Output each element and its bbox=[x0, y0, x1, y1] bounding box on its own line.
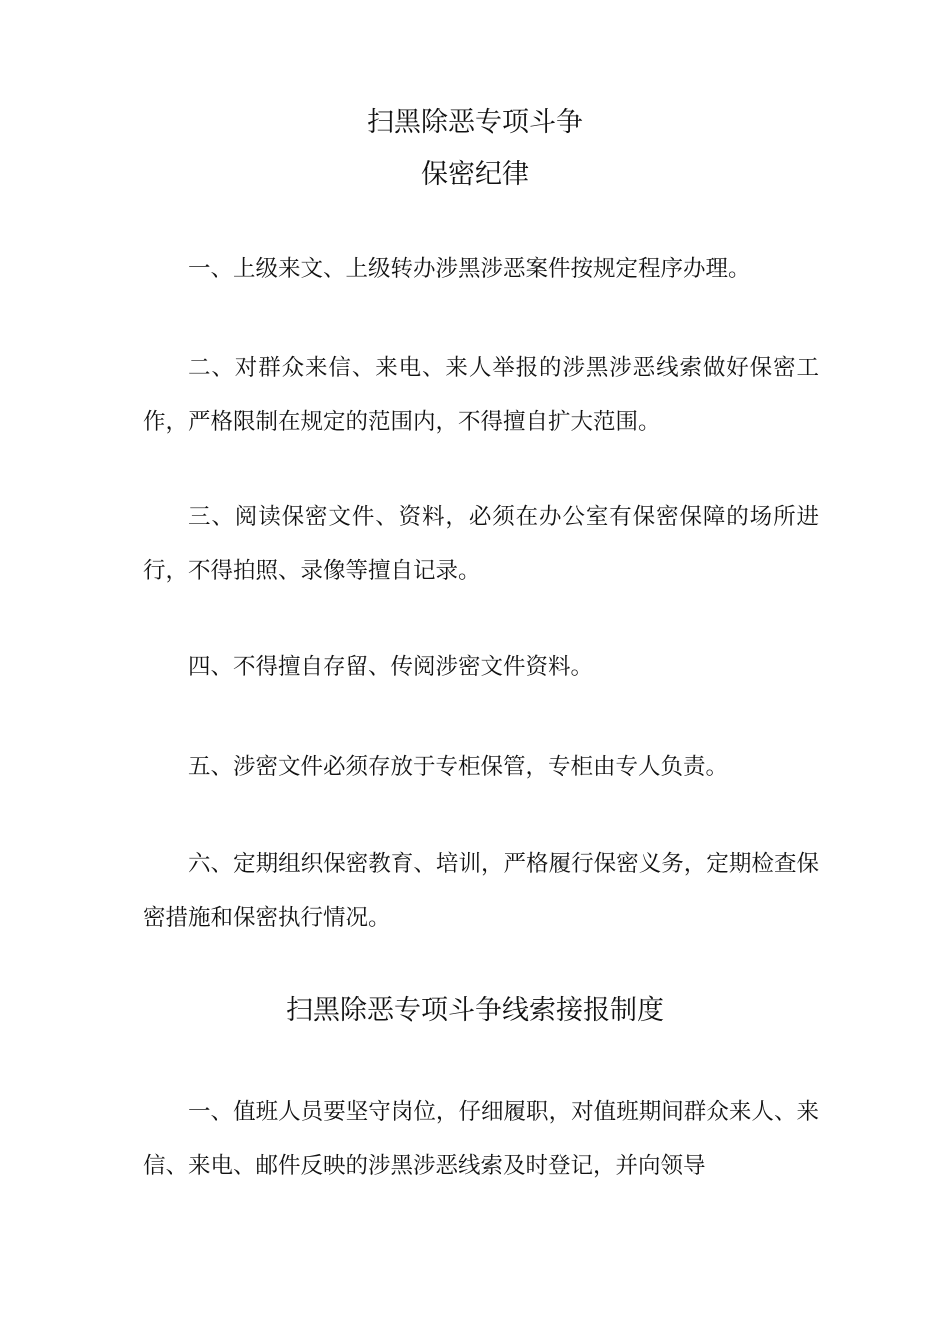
section1-title-line1: 扫黑除恶专项斗争 bbox=[367, 107, 583, 138]
secrecy-rule-5: 五、涉密文件必须存放于专柜保管，专柜由专人负责。 bbox=[188, 754, 729, 780]
secrecy-rule-4: 四、不得擅自存留、传阅涉密文件资料。 bbox=[188, 654, 594, 680]
section2-title: 扫黑除恶专项斗争线索接报制度 bbox=[286, 995, 664, 1026]
report-rule-1: 一、值班人员要坚守岗位，仔细履职，对值班期间群众来人、来信、来电、邮件反映的涉黑涉恶线索及时登记，并向领导 bbox=[143, 1099, 819, 1179]
secrecy-rule-2: 二、对群众来信、来电、来人举报的涉黑涉恶线索做好保密工作，严格限制在规定的范围内，不得擅自扩大范围。 bbox=[143, 355, 819, 435]
secrecy-rule-6: 六、定期组织保密教育、培训，严格履行保密义务，定期检查保密措施和保密执行情况。 bbox=[143, 851, 819, 931]
secrecy-rule-1: 一、上级来文、上级转办涉黑涉恶案件按规定程序办理。 bbox=[188, 256, 751, 282]
section1-title-line2: 保密纪律 bbox=[421, 159, 529, 190]
secrecy-rule-3: 三、阅读保密文件、资料，必须在办公室有保密保障的场所进行，不得拍照、录像等擅自记录。 bbox=[143, 504, 819, 584]
